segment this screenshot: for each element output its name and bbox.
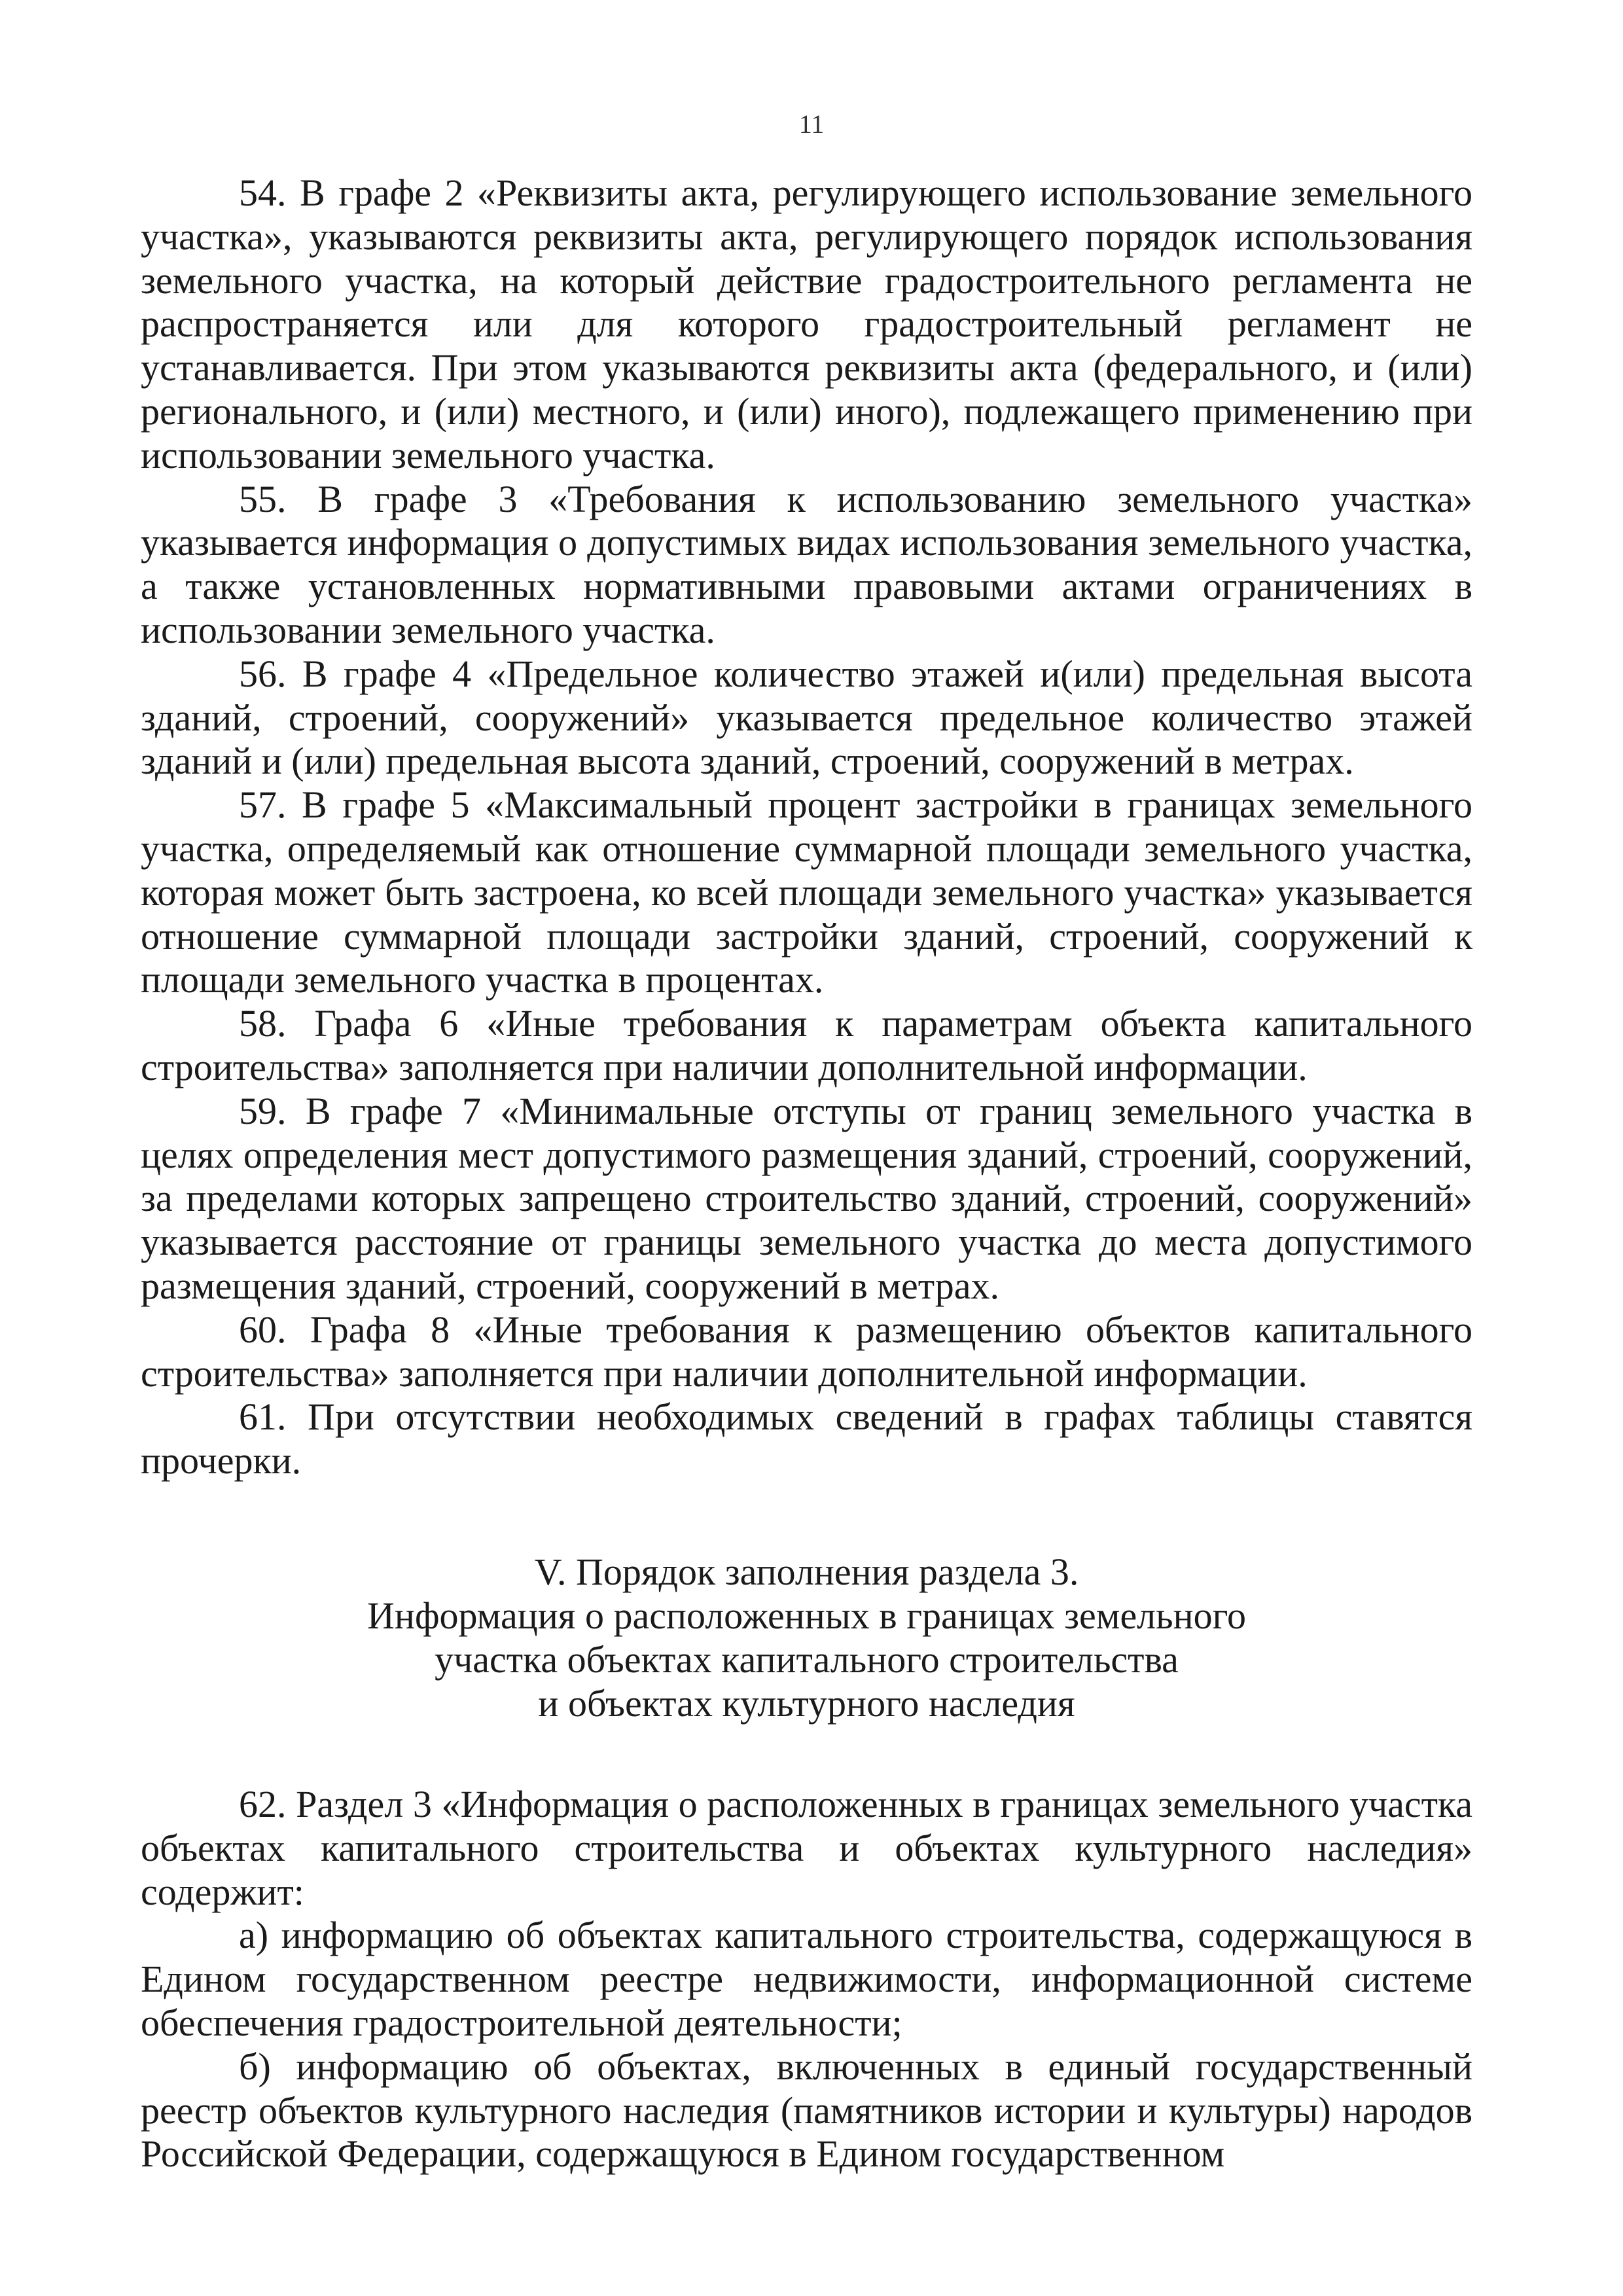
paragraph-61: 61. При отсутствии необходимых сведений в графах таблицы ставятся прочерки. (141, 1395, 1472, 1482)
paragraph-62-a: а) информацию об объектах капитального строительства, содержащуюся в Едином государственном реестре недвижимости, информационной системе обеспечения градостроительной деятельности; (141, 1914, 1472, 2044)
document-body-top (141, 171, 1472, 1483)
section-heading-line-2: Информация о расположенных в границах земельного (367, 1594, 1246, 1637)
paragraph-56: 56. В графе 4 «Предельное количество этажей и(или) предельная высота зданий, строений, сооружений» указывается предельное количество этажей зданий и (или) предельная высота зданий, строений, сооружений в метрах. (141, 652, 1472, 783)
document-body-bottom (141, 1783, 1472, 2176)
page-number: 11 (798, 109, 825, 139)
paragraph-60: 60. Графа 8 «Иные требования к размещению объектов капитального строительства» заполняется при наличии дополнительной информации. (141, 1308, 1472, 1395)
paragraph-55: 55. В графе 3 «Требования к использованию земельного участка» указывается информация о допустимых видах использования земельного участка, а также установленных нормативными правовыми актами ограничениях в использовании земельного участка. (141, 477, 1472, 651)
paragraph-57: 57. В графе 5 «Максимальный процент застройки в границах земельного участка, определяемый как отношение суммарной площади земельного участка, которая может быть застроена, ко всей площади земельного участка» указывается отношение суммарной площади застройки зданий, строений, сооружений к площади земельного участка в процентах. (141, 783, 1472, 1001)
paragraph-62: 62. Раздел 3 «Информация о расположенных в границах земельного участка объектах капитального строительства и объектах культурного наследия» содержит: (141, 1783, 1472, 1913)
paragraph-59: 59. В графе 7 «Минимальные отступы от границ земельного участка в целях определения мест допустимого размещения зданий, строений, сооружений, за пределами которых запрещено строительство зданий, строений, сооружений» указывается расстояние от границы земельного участка до места допустимого размещения зданий, строений, сооружений в метрах. (141, 1089, 1472, 1307)
section-heading-line-1: V. Порядок заполнения раздела 3. (534, 1551, 1079, 1593)
section-heading-line-4: и объектах культурного наследия (538, 1682, 1075, 1725)
section-heading (141, 1550, 1472, 1725)
paragraph-54: 54. В графе 2 «Реквизиты акта, регулирующего использование земельного участка», указываются реквизиты акта, регулирующего порядок использования земельного участка, на который действие градостроительного регламента не распространяется или для которого градостроительный регламент не устанавливается. При этом указываются реквизиты акта (федерального, и (или) регионального, и (или) местного, и (или) иного), подлежащего применению при использовании земельного участка. (141, 171, 1472, 476)
paragraph-62-b: б) информацию об объектах, включенных в единый государственный реестр объектов культурного наследия (памятников истории и культуры) народов Российской Федерации, содержащуюся в Едином государственном (141, 2045, 1472, 2176)
section-heading-line-3: участка объектах капитального строительства (435, 1638, 1179, 1681)
paragraph-58: 58. Графа 6 «Иные требования к параметрам объекта капитального строительства» заполняется при наличии дополнительной информации. (141, 1002, 1472, 1088)
